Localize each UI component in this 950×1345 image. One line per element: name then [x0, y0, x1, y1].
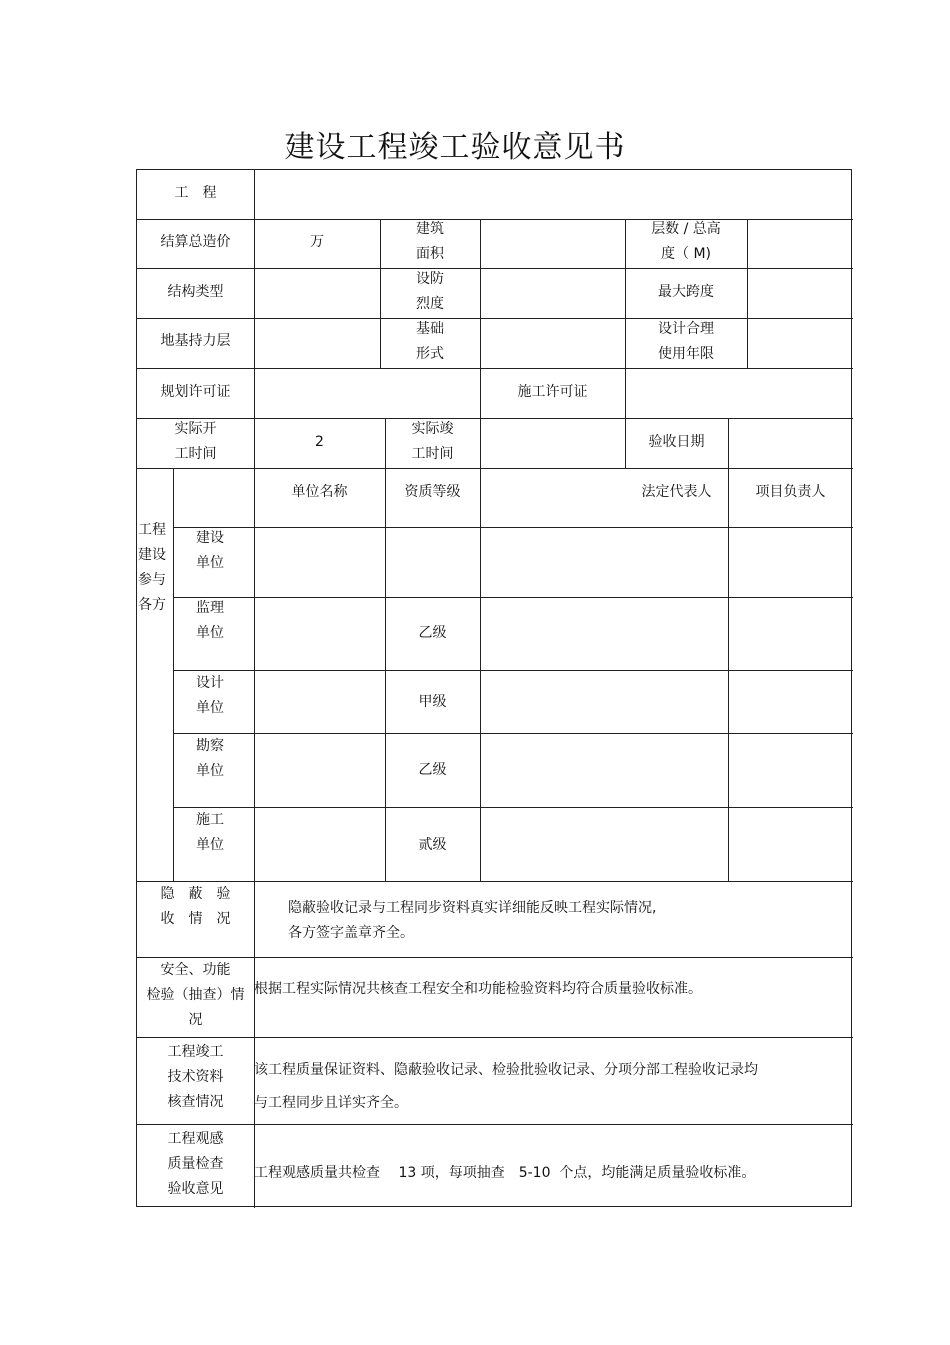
- actual-completion-label: 实际竣: [411, 421, 454, 437]
- party-label-survey-2: 单位: [196, 763, 224, 779]
- col-divider: [480, 468, 481, 882]
- building-area-label-2: 面积: [416, 246, 444, 262]
- col-divider: [254, 170, 255, 369]
- concealed-label-2: 收 情 况: [160, 911, 231, 927]
- qualification-design: 甲级: [418, 694, 447, 710]
- party-label-construction-2: 单位: [196, 555, 224, 571]
- party-label-builder: 施工: [196, 812, 224, 828]
- concealed-text: 隐蔽验收记录与工程同步资料真实详细能反映工程实际情况,: [288, 900, 657, 916]
- concealed-label: 隐 蔽 验: [160, 886, 231, 902]
- bearing-stratum-label: 地基持力层: [160, 333, 231, 349]
- col-divider: [254, 468, 255, 882]
- legal-rep-header: 法定代表人: [641, 484, 712, 500]
- safety-label-3: 况: [188, 1012, 203, 1028]
- technical-label-3: 核查情况: [167, 1094, 224, 1110]
- concealed-text-2: 各方签字盖章齐全。: [288, 925, 414, 941]
- technical-label-2: 技术资料: [167, 1069, 224, 1085]
- seismic-intensity-label-2: 烈度: [416, 296, 444, 312]
- qualification-builder: 贰级: [418, 837, 447, 853]
- construction-permit-label: 施工许可证: [517, 384, 588, 400]
- row-divider: [137, 468, 853, 469]
- planning-permit-label: 规划许可证: [160, 384, 231, 400]
- parties-group-label-2: 建设: [138, 547, 166, 563]
- col-divider: [480, 219, 481, 369]
- row-divider: [137, 368, 853, 369]
- project-label: 工 程: [174, 185, 217, 201]
- building-area-label: 建筑: [416, 221, 444, 237]
- appearance-label-2: 质量检查: [167, 1156, 224, 1172]
- party-label-design-2: 单位: [196, 700, 224, 716]
- safety-text: 根据工程实际情况共核查工程安全和功能检验资料均符合质量验收标准。: [254, 981, 702, 997]
- floors-height-label: 层数 / 总高: [651, 221, 721, 237]
- unit-name-header: 单位名称: [291, 484, 348, 500]
- project-lead-header: 项目负责人: [755, 484, 826, 500]
- acceptance-date-label: 验收日期: [648, 434, 705, 450]
- actual-start-value: 2: [315, 434, 324, 450]
- acceptance-form-table: [136, 169, 852, 1207]
- structure-type-label: 结构类型: [167, 284, 224, 300]
- safety-label-2: 检验（抽查）情: [146, 987, 245, 1003]
- row-divider: [137, 1124, 853, 1125]
- safety-label: 安全、功能: [160, 962, 231, 978]
- technical-text-2: 与工程同步且详实齐全。: [254, 1095, 408, 1111]
- col-divider: [480, 418, 481, 469]
- total-cost-value: 万: [310, 234, 324, 250]
- party-label-builder-2: 单位: [196, 837, 224, 853]
- service-life-label-2: 使用年限: [658, 346, 714, 362]
- appearance-label-3: 验收意见: [167, 1181, 224, 1197]
- parties-group-label-3: 参与: [138, 572, 166, 588]
- row-divider: [173, 733, 853, 734]
- col-divider: [254, 881, 255, 1208]
- row-divider: [173, 527, 853, 528]
- seismic-intensity-label: 设防: [416, 271, 444, 287]
- qualification-supervision: 乙级: [418, 625, 447, 641]
- actual-start-label: 实际开: [174, 421, 217, 437]
- technical-label: 工程竣工: [167, 1044, 224, 1060]
- foundation-form-label: 基础: [416, 321, 444, 337]
- actual-completion-label-2: 工时间: [411, 446, 454, 462]
- max-span-label: 最大跨度: [658, 284, 714, 300]
- row-divider: [137, 1037, 853, 1038]
- party-label-supervision-2: 单位: [196, 625, 224, 641]
- row-divider: [137, 268, 853, 269]
- qualification-survey: 乙级: [418, 762, 447, 778]
- col-divider: [747, 219, 748, 369]
- party-label-construction: 建设: [196, 530, 224, 546]
- qualification-header: 资质等级: [404, 484, 461, 500]
- actual-start-label-2: 工时间: [174, 446, 217, 462]
- foundation-form-label-2: 形式: [416, 346, 444, 362]
- row-divider: [173, 670, 853, 671]
- service-life-label: 设计合理: [658, 321, 714, 337]
- party-label-survey: 勘察: [196, 738, 224, 754]
- technical-text: 该工程质量保证资料、隐蔽验收记录、检验批验收记录、分项分部工程验收记录均: [254, 1062, 758, 1078]
- row-divider: [173, 597, 853, 598]
- party-label-design: 设计: [196, 675, 224, 691]
- appearance-text: 工程观感质量共检查 13 项，每项抽查 5-10 个点，均能满足质量验收标准。: [254, 1165, 756, 1181]
- page-title: 建设工程竣工验收意见书: [284, 130, 626, 165]
- floors-height-label-2: 度（ M): [661, 246, 711, 262]
- parties-group-label-4: 各方: [138, 597, 166, 613]
- row-divider: [173, 807, 853, 808]
- parties-group-label: 工程: [138, 522, 166, 538]
- party-label-supervision: 监理: [196, 600, 224, 616]
- appearance-label: 工程观感: [167, 1131, 224, 1147]
- col-divider: [625, 368, 626, 419]
- total-cost-label: 结算总造价: [160, 234, 231, 250]
